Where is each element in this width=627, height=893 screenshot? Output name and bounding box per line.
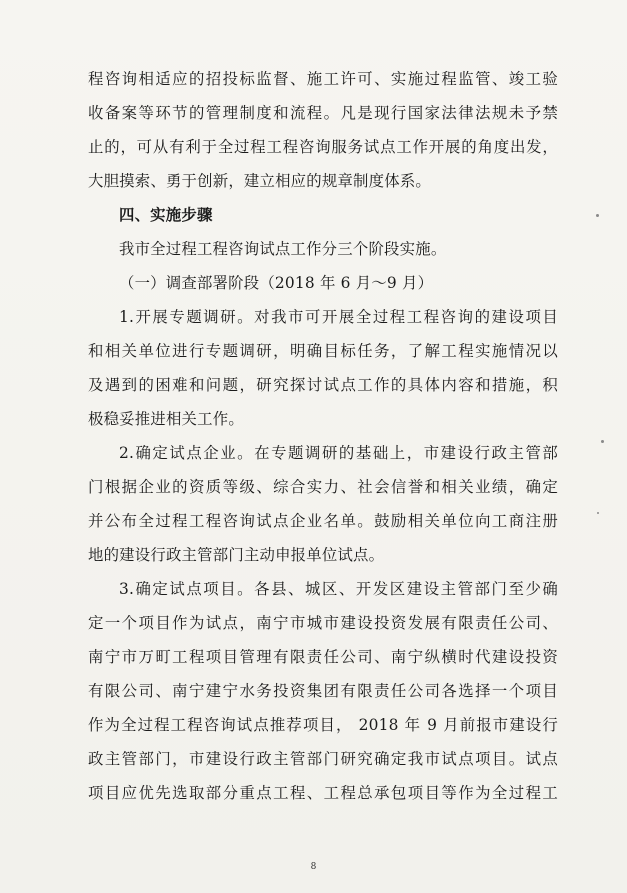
document-body — [88, 62, 558, 810]
paragraph-line: 止的，可从有利于全过程工程咨询服务试点工作开展的角度出发， — [88, 138, 558, 156]
paragraph-line: 并公布全过程工程咨询试点企业名单。鼓励相关单位向工商注册 — [88, 512, 558, 530]
paragraph-line: 有限公司、南宁建宁水务投资集团有限责任公司各选择一个项目 — [88, 682, 558, 700]
scan-speck — [597, 512, 599, 514]
subsection-heading: （一）调查部署阶段（2018 年 6 月～9 月） — [119, 274, 434, 292]
paragraph-line: 3.确定试点项目。各县、城区、开发区建设主管部门至少确 — [119, 580, 558, 598]
paragraph-line: 定一个项目作为试点，南宁市城市建设投资发展有限责任公司、 — [88, 614, 558, 632]
section-heading: 四、实施步骤 — [119, 206, 213, 224]
paragraph-line: 大胆摸索、勇于创新，建立相应的规章制度体系。 — [88, 172, 431, 190]
paragraph-line: 及遇到的困难和问题，研究探讨试点工作的具体内容和措施，积 — [88, 376, 558, 394]
paragraph-line: 地的建设行政主管部门主动申报单位试点。 — [88, 546, 385, 564]
paragraph-line: 和相关单位进行专题调研，明确目标任务，了解工程实施情况以 — [88, 342, 558, 360]
paragraph-line: 极稳妥推进相关工作。 — [88, 410, 244, 428]
paragraph-line: 收备案等环节的管理制度和流程。凡是现行国家法律法规未予禁 — [88, 104, 558, 122]
page-number: 8 — [310, 862, 317, 872]
scan-speck — [596, 214, 599, 217]
paragraph-line: 程咨询相适应的招投标监督、施工许可、实施过程监管、竣工验 — [88, 70, 558, 88]
paragraph-line: 作为全过程工程咨询试点推荐项目， 2018 年 9 月前报市建设行 — [88, 716, 558, 734]
paragraph-line: 政主管部门，市建设行政主管部门研究确定我市试点项目。试点 — [88, 750, 558, 768]
paragraph-line: 2.确定试点企业。在专题调研的基础上，市建设行政主管部 — [119, 444, 558, 462]
paragraph-line: 门根据企业的资质等级、综合实力、社会信誉和相关业绩，确定 — [88, 478, 558, 496]
paragraph-line: 南宁市万町工程项目管理有限责任公司、南宁纵横时代建设投资 — [88, 648, 558, 666]
paragraph-line: 项目应优先选取部分重点工程、工程总承包项目等作为全过程工 — [88, 784, 558, 802]
paragraph-line: 1.开展专题调研。对我市可开展全过程工程咨询的建设项目 — [119, 308, 558, 326]
scan-speck — [601, 440, 604, 443]
paragraph-line: 我市全过程工程咨询试点工作分三个阶段实施。 — [119, 240, 447, 258]
